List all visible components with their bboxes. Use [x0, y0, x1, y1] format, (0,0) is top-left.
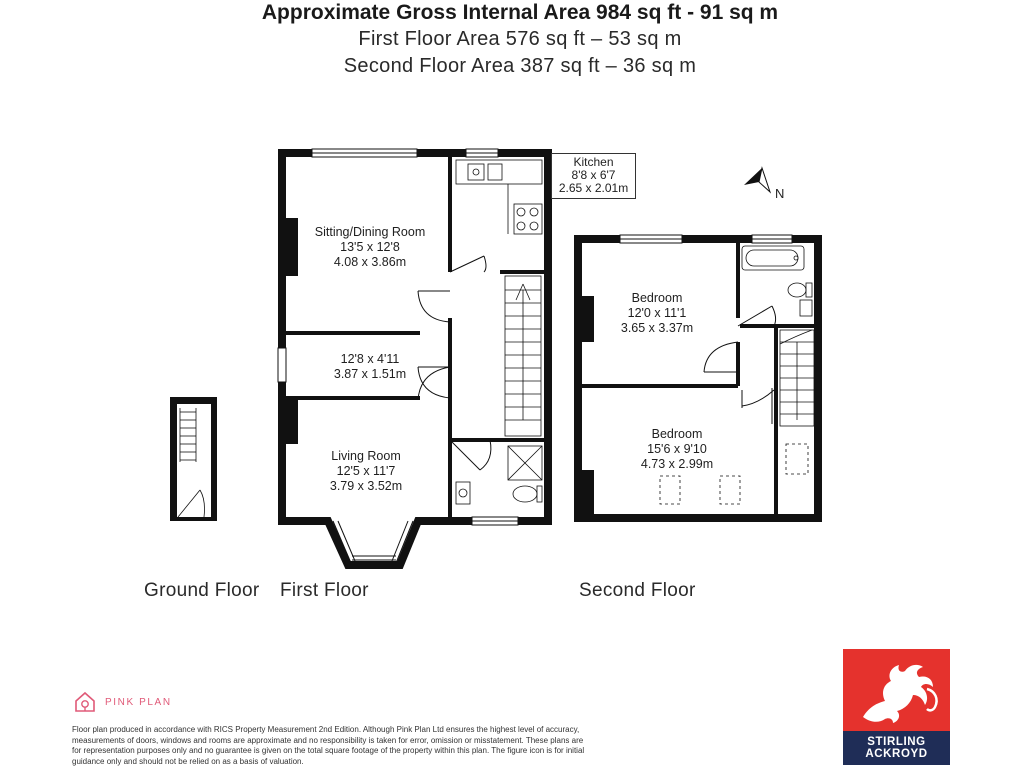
room-name: Bedroom [651, 427, 703, 441]
second-floor-area: Second Floor Area 387 sq ft – 36 sq m [343, 55, 697, 77]
pink-plan-logo [73, 690, 172, 714]
first-floor-plan [278, 149, 548, 565]
room-imperial: 13'5 x 12'8 [340, 240, 400, 254]
disclaimer: Floor plan produced in accordance with RICS Property Measurement 2nd Edition. Although Pink Plan Ltd ensures the highest level of accuracy, measurements of doors, windows and rooms are approximate and no responsibility is taken for error, omission or misstatement. These plans are for representation purposes only and no guarantee is given on the total square footage of the property within this plan. The figure icon is for initial guidance only and should not be relied on as a basis of valuation. [72, 725, 585, 766]
room-metric: 4.73 x 2.99m [640, 457, 714, 471]
room-sitting-dining [315, 225, 425, 270]
room-imperial: 15'6 x 9'10 [647, 442, 707, 456]
griffin-icon [843, 649, 950, 731]
room-name: Sitting/Dining Room [314, 225, 426, 239]
room-middle [334, 352, 406, 382]
stirling-ackroyd-logo [843, 649, 950, 765]
agent-name-line1: STIRLING [867, 736, 926, 748]
floor-label-first: First Floor [280, 580, 369, 601]
room-imperial: 12'5 x 11'7 [336, 464, 396, 478]
room-living [330, 449, 402, 494]
room-imperial: 12'8 x 4'11 [340, 352, 400, 366]
agent-name-line2: ACKROYD [865, 748, 928, 760]
room-metric: 3.79 x 3.52m [329, 479, 403, 493]
room-metric: 2.65 x 2.01m [558, 181, 629, 195]
floor-label-ground: Ground Floor [144, 580, 260, 601]
room-metric: 3.87 x 1.51m [333, 367, 407, 381]
room-imperial: 8'8 x 6'7 [571, 168, 616, 182]
logo-bottom-panel [843, 731, 950, 765]
ground-floor-plan [170, 397, 217, 521]
room-imperial: 12'0 x 11'1 [627, 306, 687, 320]
room-name: Bedroom [631, 291, 683, 305]
compass-north-label: N [775, 186, 785, 201]
gross-area-title: Approximate Gross Internal Area 984 sq ft - 91 sq m [261, 1, 779, 24]
kitchen-callout [551, 153, 636, 199]
room-metric: 3.65 x 3.37m [620, 321, 694, 335]
pink-plan-name: PINK PLAN [105, 696, 172, 708]
room-bedroom-2 [641, 427, 713, 472]
room-bedroom-1 [621, 291, 693, 336]
pink-plan-house-icon [73, 690, 97, 714]
second-floor-plan [578, 235, 818, 518]
floor-label-second: Second Floor [579, 580, 696, 601]
logo-top-panel [843, 649, 950, 731]
room-name: Kitchen [573, 155, 614, 169]
room-metric: 4.08 x 3.86m [333, 255, 407, 269]
room-name: Living Room [331, 449, 401, 463]
compass [742, 166, 790, 206]
first-floor-area: First Floor Area 576 sq ft – 53 sq m [358, 28, 682, 50]
